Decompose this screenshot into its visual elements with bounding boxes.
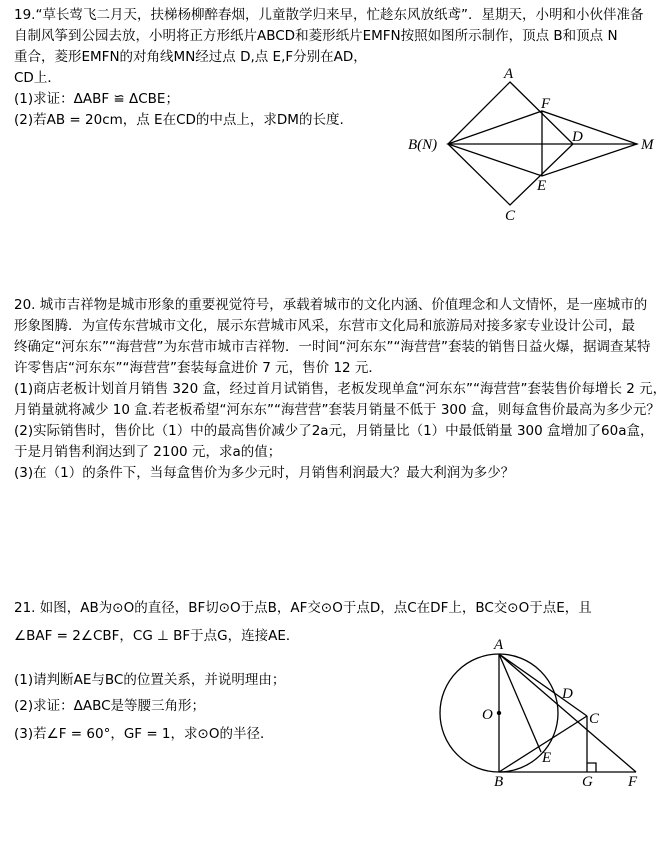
- q21-part-1: (1)请判断AE与BC的位置关系，并说明理由；: [14, 672, 286, 688]
- segment-af: [499, 654, 636, 772]
- label-o: O: [482, 707, 493, 723]
- label-f: F: [541, 96, 551, 112]
- q19-line-2: 自制风筝到公园去放，小明将正方形纸片ABCD和菱形纸片EMFN按照如图所示制作，顶点 B和顶点 N: [14, 28, 618, 44]
- q20-line-4: 许零售店“河东东”“海营营”套装每盒进价 7 元，售价 12 元．: [14, 360, 382, 376]
- q21-figure: [0, 620, 666, 850]
- q20-part-3: (3)在（1）的条件下，当每盒售价为多少元时，月销售利润最大？最大利润为多少？: [14, 465, 515, 481]
- q19-line-3: 重合，菱形EMFN的对角线MN经过点 D,点 E,F分别在AD，: [14, 49, 367, 65]
- label-g: G: [582, 774, 593, 790]
- label-d: D: [572, 129, 583, 145]
- label-bn: B(N): [408, 137, 438, 153]
- label-c: C: [505, 208, 516, 224]
- q20-part-2a: (2)实际销售时，售价比（1）中的最高售价减少了2a元，月销量比（1）中最低销量 300 盒增加了60a盒，: [14, 423, 654, 439]
- q19-part-1: (1)求证：ΔABF ≌ ΔCBE；: [14, 91, 179, 107]
- q19-part-2: (2)若AB = 20cm，点 E在CD的中点上，求DM的长度.: [14, 112, 344, 128]
- label-e: E: [537, 178, 547, 194]
- label-d: D: [562, 686, 573, 702]
- label-e: E: [542, 750, 552, 766]
- q20-line-2: 形象图腾．为宣传东营城市文化，展示东营城市风采，东营市文化局和旅游局对接多家专业设计公司，最: [14, 318, 635, 334]
- q20-line-3: 终确定“河东东”“海营营”为东营市城市吉祥物．一时间“河东东”“海营营”套装的销售日益火爆，据调查某特: [14, 339, 651, 355]
- label-m: M: [641, 137, 654, 153]
- label-c: C: [589, 711, 600, 727]
- q21-line-2: ∠BAF = 2∠CBF，CG ⊥ BF于点G，连接AE．: [14, 628, 300, 644]
- q21-part-3: (3)若∠F = 60°，GF = 1，求⊙O的半径．: [14, 726, 274, 742]
- q20-part-1b: 月销量就将减少 10 盒.若老板希望“河东东”“海营营”套装月销量不低于 300 盒，则每盒售价最高为多少元？: [14, 402, 660, 418]
- q20-line-1: 20. 城市吉祥物是城市形象的重要视觉符号，承载着城市的文化内涵、价值理念和人文情怀，是一座城市的: [14, 297, 648, 313]
- label-a: A: [504, 66, 514, 82]
- q19-line-1: 19.“草长莺飞二月天，扶梯杨柳醉春烟，儿童散学归来早，忙趁东风放纸鸢”．星期天，小明和小伙伴准备: [14, 7, 644, 23]
- right-angle-mark: [587, 763, 596, 772]
- label-f: F: [628, 774, 638, 790]
- q19-figure: [0, 0, 666, 240]
- q20-part-2b: 于是月销售利润达到了 2100 元，求a的值；: [14, 444, 282, 460]
- q21-line-1: 21. 如图，AB为⊙O的直径，BF切⊙O于点B，AF交⊙O于点D，点C在DF上，BC交⊙O于点E，且: [14, 600, 592, 616]
- label-a: A: [494, 637, 504, 653]
- q21-part-2: (2)求证：ΔABC是等腰三角形；: [14, 698, 206, 714]
- q20-part-1a: (1)商店老板计划首月销售 320 盒，经过首月试销售，老板发现单盒“河东东”“海营营”套装售价每增长 2 元，: [14, 381, 666, 397]
- q19-line-4: CD上．: [14, 70, 61, 86]
- label-b: B: [494, 774, 504, 790]
- center-dot: [497, 711, 501, 715]
